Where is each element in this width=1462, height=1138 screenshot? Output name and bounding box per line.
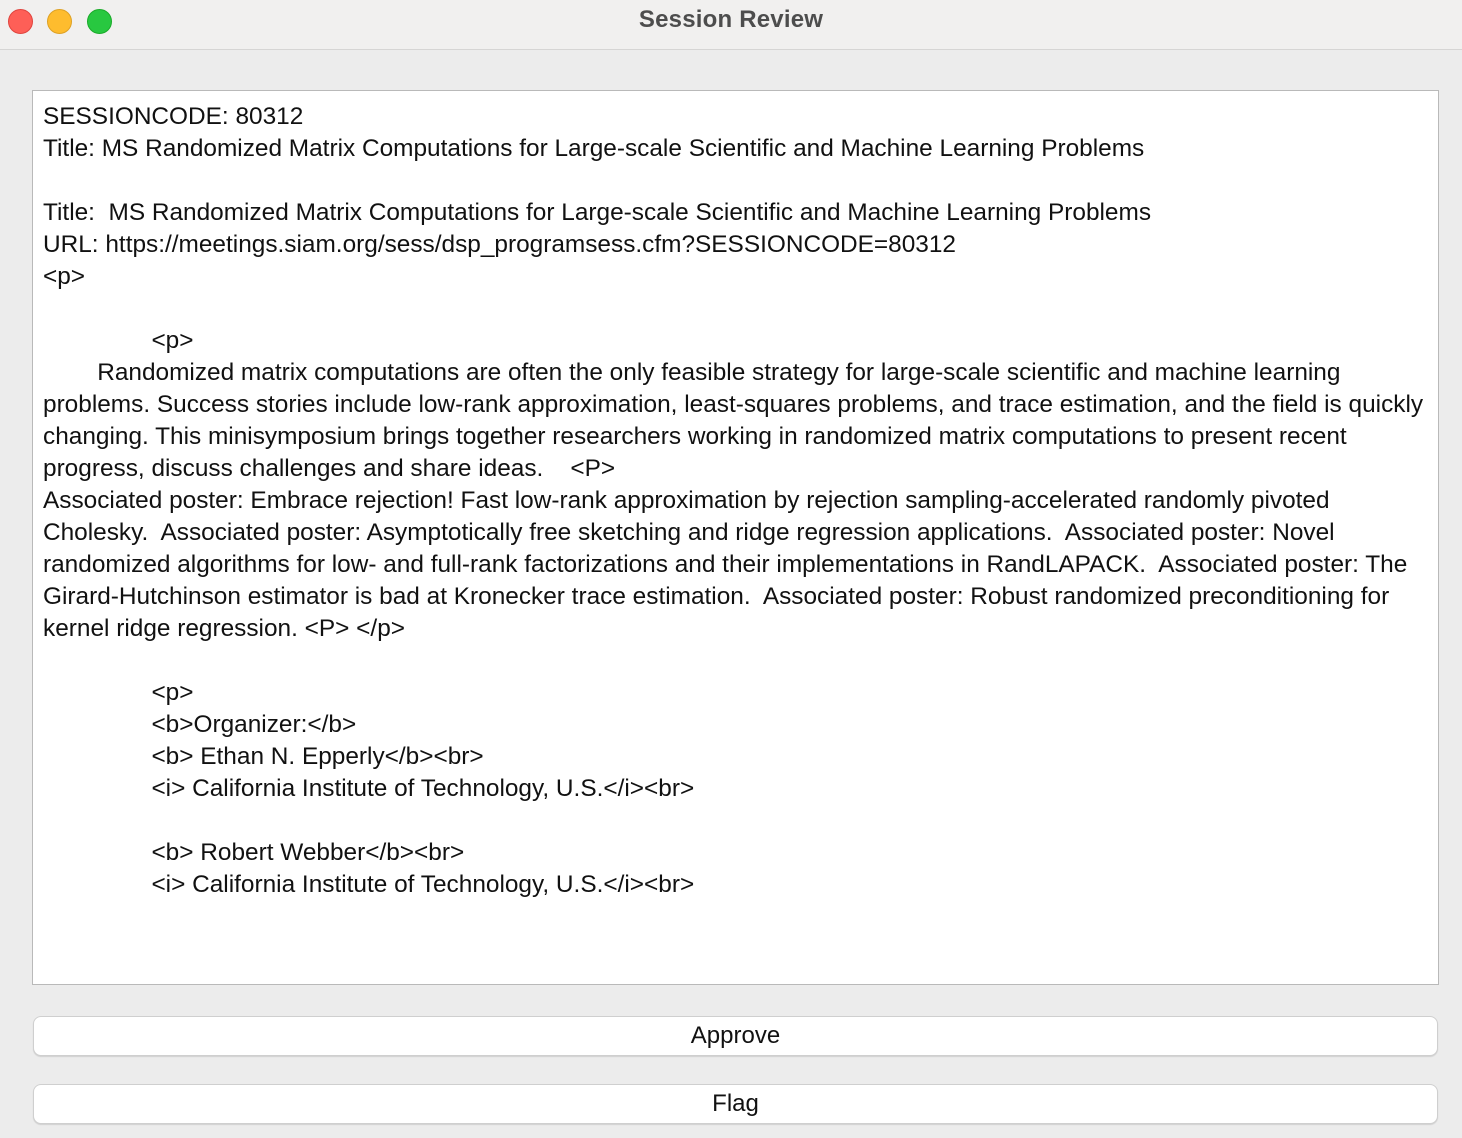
approve-button[interactable]: Approve [33,1016,1438,1056]
window-title: Session Review [638,6,824,33]
session-text-area[interactable] [32,90,1439,985]
title-bar [0,0,1462,50]
session-text-content: SESSIONCODE: 80312 Title: MS Randomized Matrix Computations for Large-scale Scientific and Machine Learning Problems Title: MS Randomized Matrix Computations for Large-scale Scientific and Machine Learning Problems URL: https://meetings.siam.org/sess/dsp_programsess.cfm?SESSIONCODE=80312 <p> <p> Randomized matrix computations are often the only feasible strategy for large-scale scientific and machine learning problems. Success stories include low-rank approximation, least-squares problems, and trace estimation, and the field is quickly changing. This minisymposium brings together researchers working in randomized matrix computations to present recent progress, discuss challenges and share ideas. <P> Associated poster: Embrace rejection! Fast low-rank approximation by rejection sampling-accelerated randomly pivoted Cholesky. Associated poster: Asymptotically free sketching and ridge regression applications. Associated poster: Novel randomized algorithms for low- and full-rank factorizations and their implementations in RandLAPACK. Associated poster: The Girard-Hutchinson estimator is bad at Kronecker trace estimation. Associated poster: Robust randomized preconditioning for kernel ridge regression. <P> </p> <p> <b>Organizer:</b> <b> Ethan N. Epperly</b><br> <i> California Institute of Technology, U.S.</i><br> <b> Robert Webber</b><br> <i> California Institute of Technology, U.S.</i><br> [43,103,1424,898]
flag-button[interactable]: Flag [33,1084,1438,1124]
